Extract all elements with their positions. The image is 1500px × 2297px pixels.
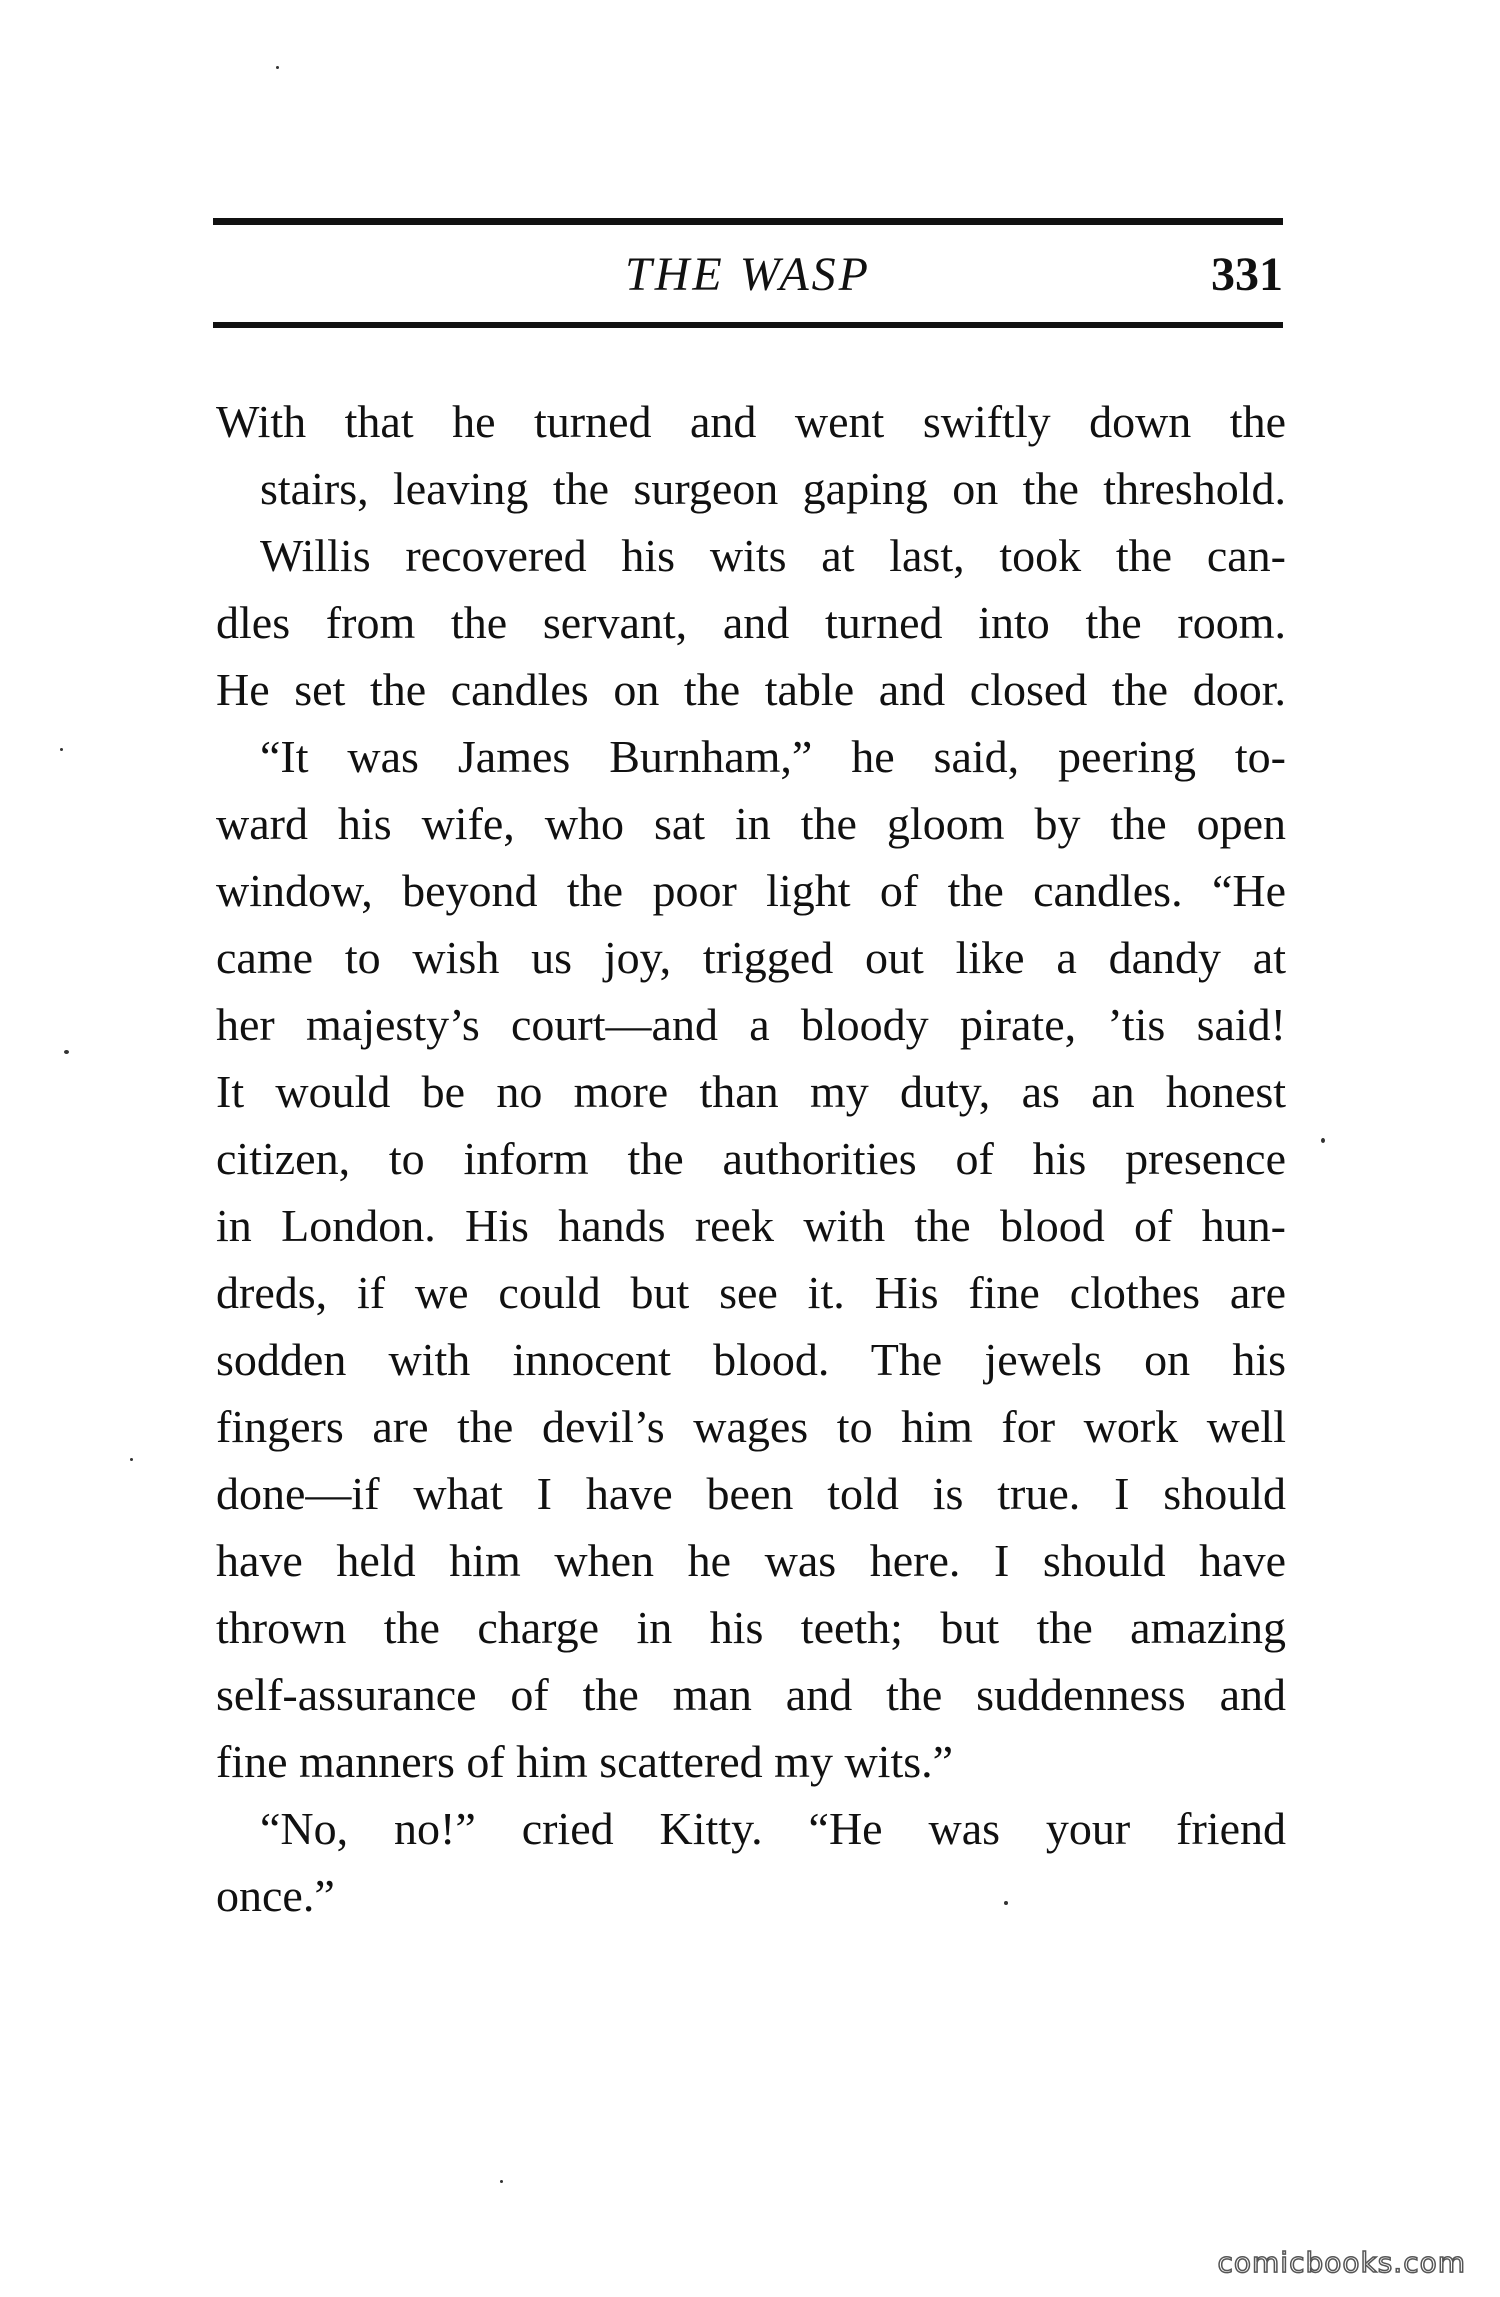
text-line: With that he turned and went swiftly down the	[216, 396, 1286, 447]
text-line: done—if what I have been told is true. I should	[216, 1468, 1286, 1519]
text-line: stairs, leaving the surgeon gaping on the threshold.	[260, 463, 1286, 514]
scan-speck	[130, 1458, 133, 1461]
scan-speck	[60, 748, 63, 751]
text-line: dles from the servant, and turned into the room.	[216, 597, 1286, 648]
scan-speck	[1321, 1138, 1325, 1143]
body-text	[216, 388, 1286, 1929]
text-line: fingers are the devil’s wages to him for work well	[216, 1401, 1286, 1452]
text-line: came to wish us joy, trigged out like a dandy at	[216, 932, 1286, 983]
page-number: 331	[1211, 248, 1283, 301]
header-rule-top	[213, 218, 1283, 225]
text-line: “No, no!” cried Kitty. “He was your friend	[260, 1803, 1286, 1854]
text-line: self-assurance of the man and the suddenness and	[216, 1669, 1286, 1720]
scan-speck	[64, 1050, 69, 1054]
text-line: have held him when he was here. I should have	[216, 1535, 1286, 1586]
text-line: “It was James Burnham,” he said, peering to-	[260, 731, 1286, 782]
running-title: THE WASP	[625, 248, 871, 301]
text-line: her majesty’s court—and a bloody pirate, ’tis said!	[216, 999, 1286, 1050]
text-line: fine manners of him scattered my wits.”	[216, 1736, 954, 1787]
text-line: window, beyond the poor light of the candles. “He	[216, 865, 1286, 916]
text-line: in London. His hands reek with the blood of hun-	[216, 1200, 1286, 1251]
text-line: citizen, to inform the authorities of his presence	[216, 1133, 1286, 1184]
scan-speck	[1004, 1901, 1008, 1905]
text-line: Willis recovered his wits at last, took the can-	[260, 530, 1286, 581]
text-line: dreds, if we could but see it. His fine clothes are	[216, 1267, 1286, 1318]
text-line: It would be no more than my duty, as an honest	[216, 1066, 1286, 1117]
scan-speck	[276, 66, 279, 69]
text-line: He set the candles on the table and closed the door.	[216, 664, 1286, 715]
text-line: ward his wife, who sat in the gloom by the open	[216, 798, 1286, 849]
watermark-logo: comicbooks.com	[1217, 2246, 1466, 2279]
text-line: once.”	[216, 1870, 335, 1921]
header-rule-bottom	[213, 322, 1283, 328]
scan-speck	[500, 2180, 503, 2183]
text-line: sodden with innocent blood. The jewels on his	[216, 1334, 1286, 1385]
text-line: thrown the charge in his teeth; but the amazing	[216, 1602, 1286, 1653]
